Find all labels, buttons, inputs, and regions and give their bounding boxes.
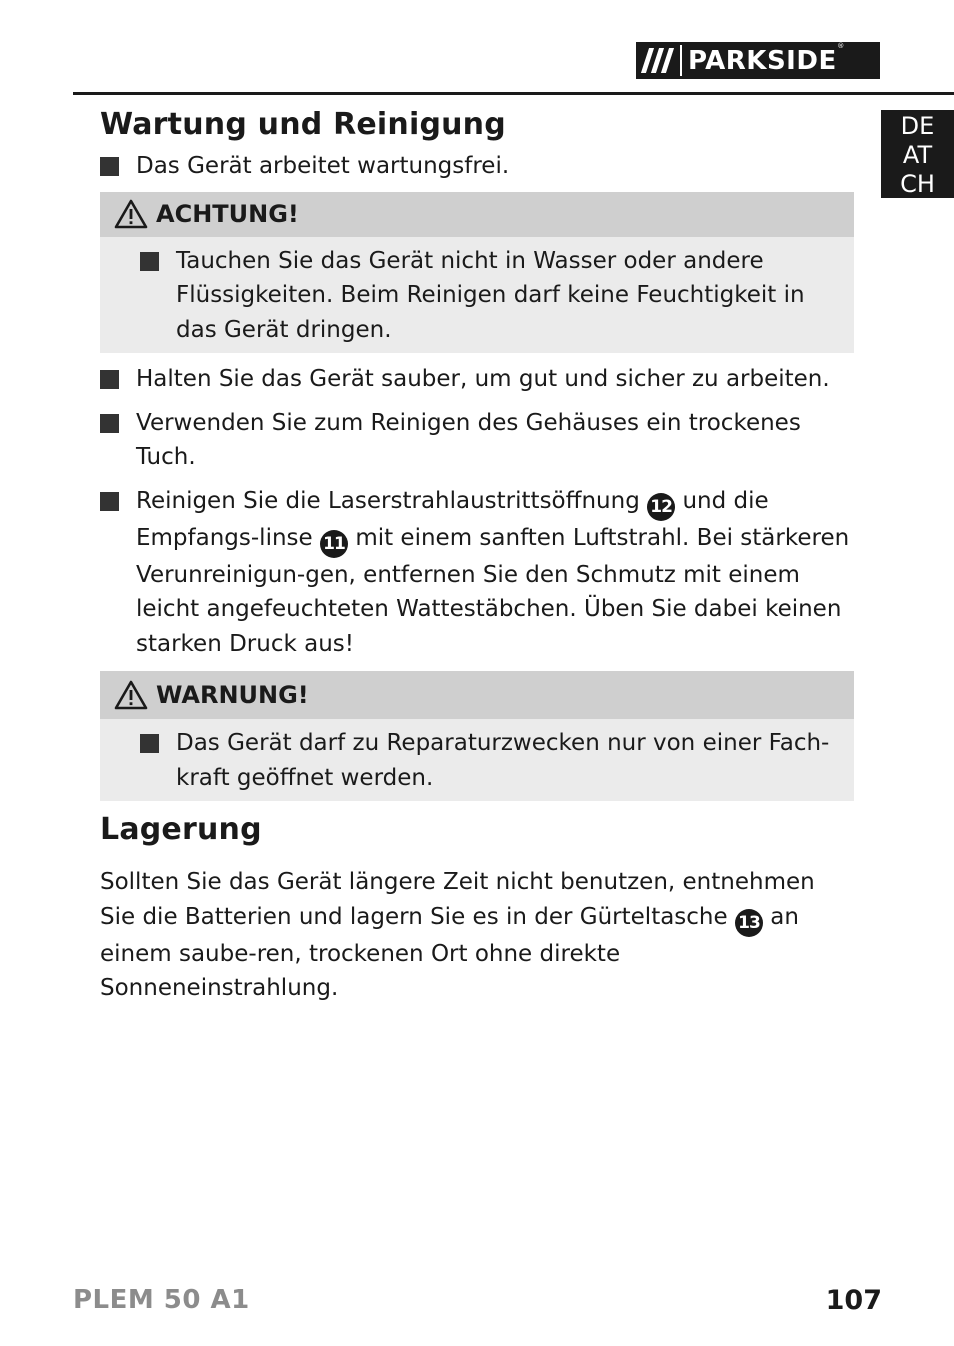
warning-triangle-icon (114, 199, 148, 229)
caution-box (100, 192, 854, 354)
warning-header (100, 671, 854, 719)
bullet-maintenance-free (100, 149, 854, 184)
caution-text: Tauchen Sie das Gerät nicht in Wasser oder andere Flüssigkeiten. Beim Reinigen darf keine Feuchtigkeit in das Gerät dringen. (176, 247, 805, 343)
reference-number-11: 11 (320, 530, 348, 558)
warning-box (100, 671, 854, 801)
section-title-maintenance: Wartung und Reinigung (100, 107, 506, 142)
lang-ch: CH (900, 170, 935, 198)
caution-bullet (140, 244, 834, 348)
logo-slashes-icon (636, 42, 680, 79)
bullet-text-part1: Reinigen Sie die Laserstrahlaustrittsöffnung (136, 487, 640, 514)
lang-at: AT (902, 141, 933, 169)
warning-bullet (140, 726, 834, 795)
lang-de: DE (900, 112, 935, 140)
warning-body (100, 719, 854, 801)
storage-text-part1: Sollten Sie das Gerät längere Zeit nicht benutzen, entnehmen Sie die Batterien und lagern Sie es in der Gürteltasche (100, 869, 815, 930)
language-tab (881, 110, 954, 198)
bullet-keep-clean (100, 362, 854, 397)
logo-divider (680, 45, 682, 76)
caution-body (100, 237, 854, 354)
reference-number-12: 12 (647, 493, 675, 521)
header-rule (73, 92, 954, 95)
reference-number-13: 13 (735, 909, 763, 937)
warning-text: Das Gerät darf zu Reparaturzwecken nur von einer Fach-kraft geöffnet werden. (176, 730, 830, 791)
bullet-text: Das Gerät arbeitet wartungsfrei. (136, 153, 510, 179)
footer-page-number: 107 (825, 1285, 882, 1316)
logo-wordmark (688, 41, 845, 76)
caution-label: ACHTUNG! (156, 199, 299, 228)
storage-paragraph (100, 865, 854, 1006)
brand-name: PARKSIDE (688, 45, 837, 76)
parkside-logo (636, 42, 880, 79)
warning-triangle-icon (114, 680, 148, 710)
bullet-text: Halten Sie das Gerät sauber, um gut und sicher zu arbeiten. (136, 366, 830, 392)
page-content (100, 104, 854, 1006)
section-title-storage: Lagerung (100, 812, 262, 847)
registered-mark: ® (837, 41, 845, 50)
caution-header (100, 192, 854, 237)
bullet-text-part3: mit einem sanften Luftstrahl. Bei stärkeren Verunreinigun-gen, entfernen Sie den Schmutz mit einem leicht angefeuchteten Wattestäbchen. Üben Sie dabei keinen starken Druck aus! (136, 524, 850, 657)
bullet-text: Verwenden Sie zum Reinigen des Gehäuses ein trockenes Tuch. (136, 409, 801, 470)
bullet-clean-lens (100, 484, 854, 662)
bullet-text-part2: und die Empfangs-linse (136, 487, 769, 551)
footer-model-name: PLEM 50 A1 (73, 1285, 250, 1315)
bullet-dry-cloth (100, 406, 854, 475)
storage-text-part2: an einem saube-ren, trockenen Ort ohne direkte Sonneneinstrahlung. (100, 903, 799, 1001)
warning-label: WARNUNG! (156, 680, 309, 709)
